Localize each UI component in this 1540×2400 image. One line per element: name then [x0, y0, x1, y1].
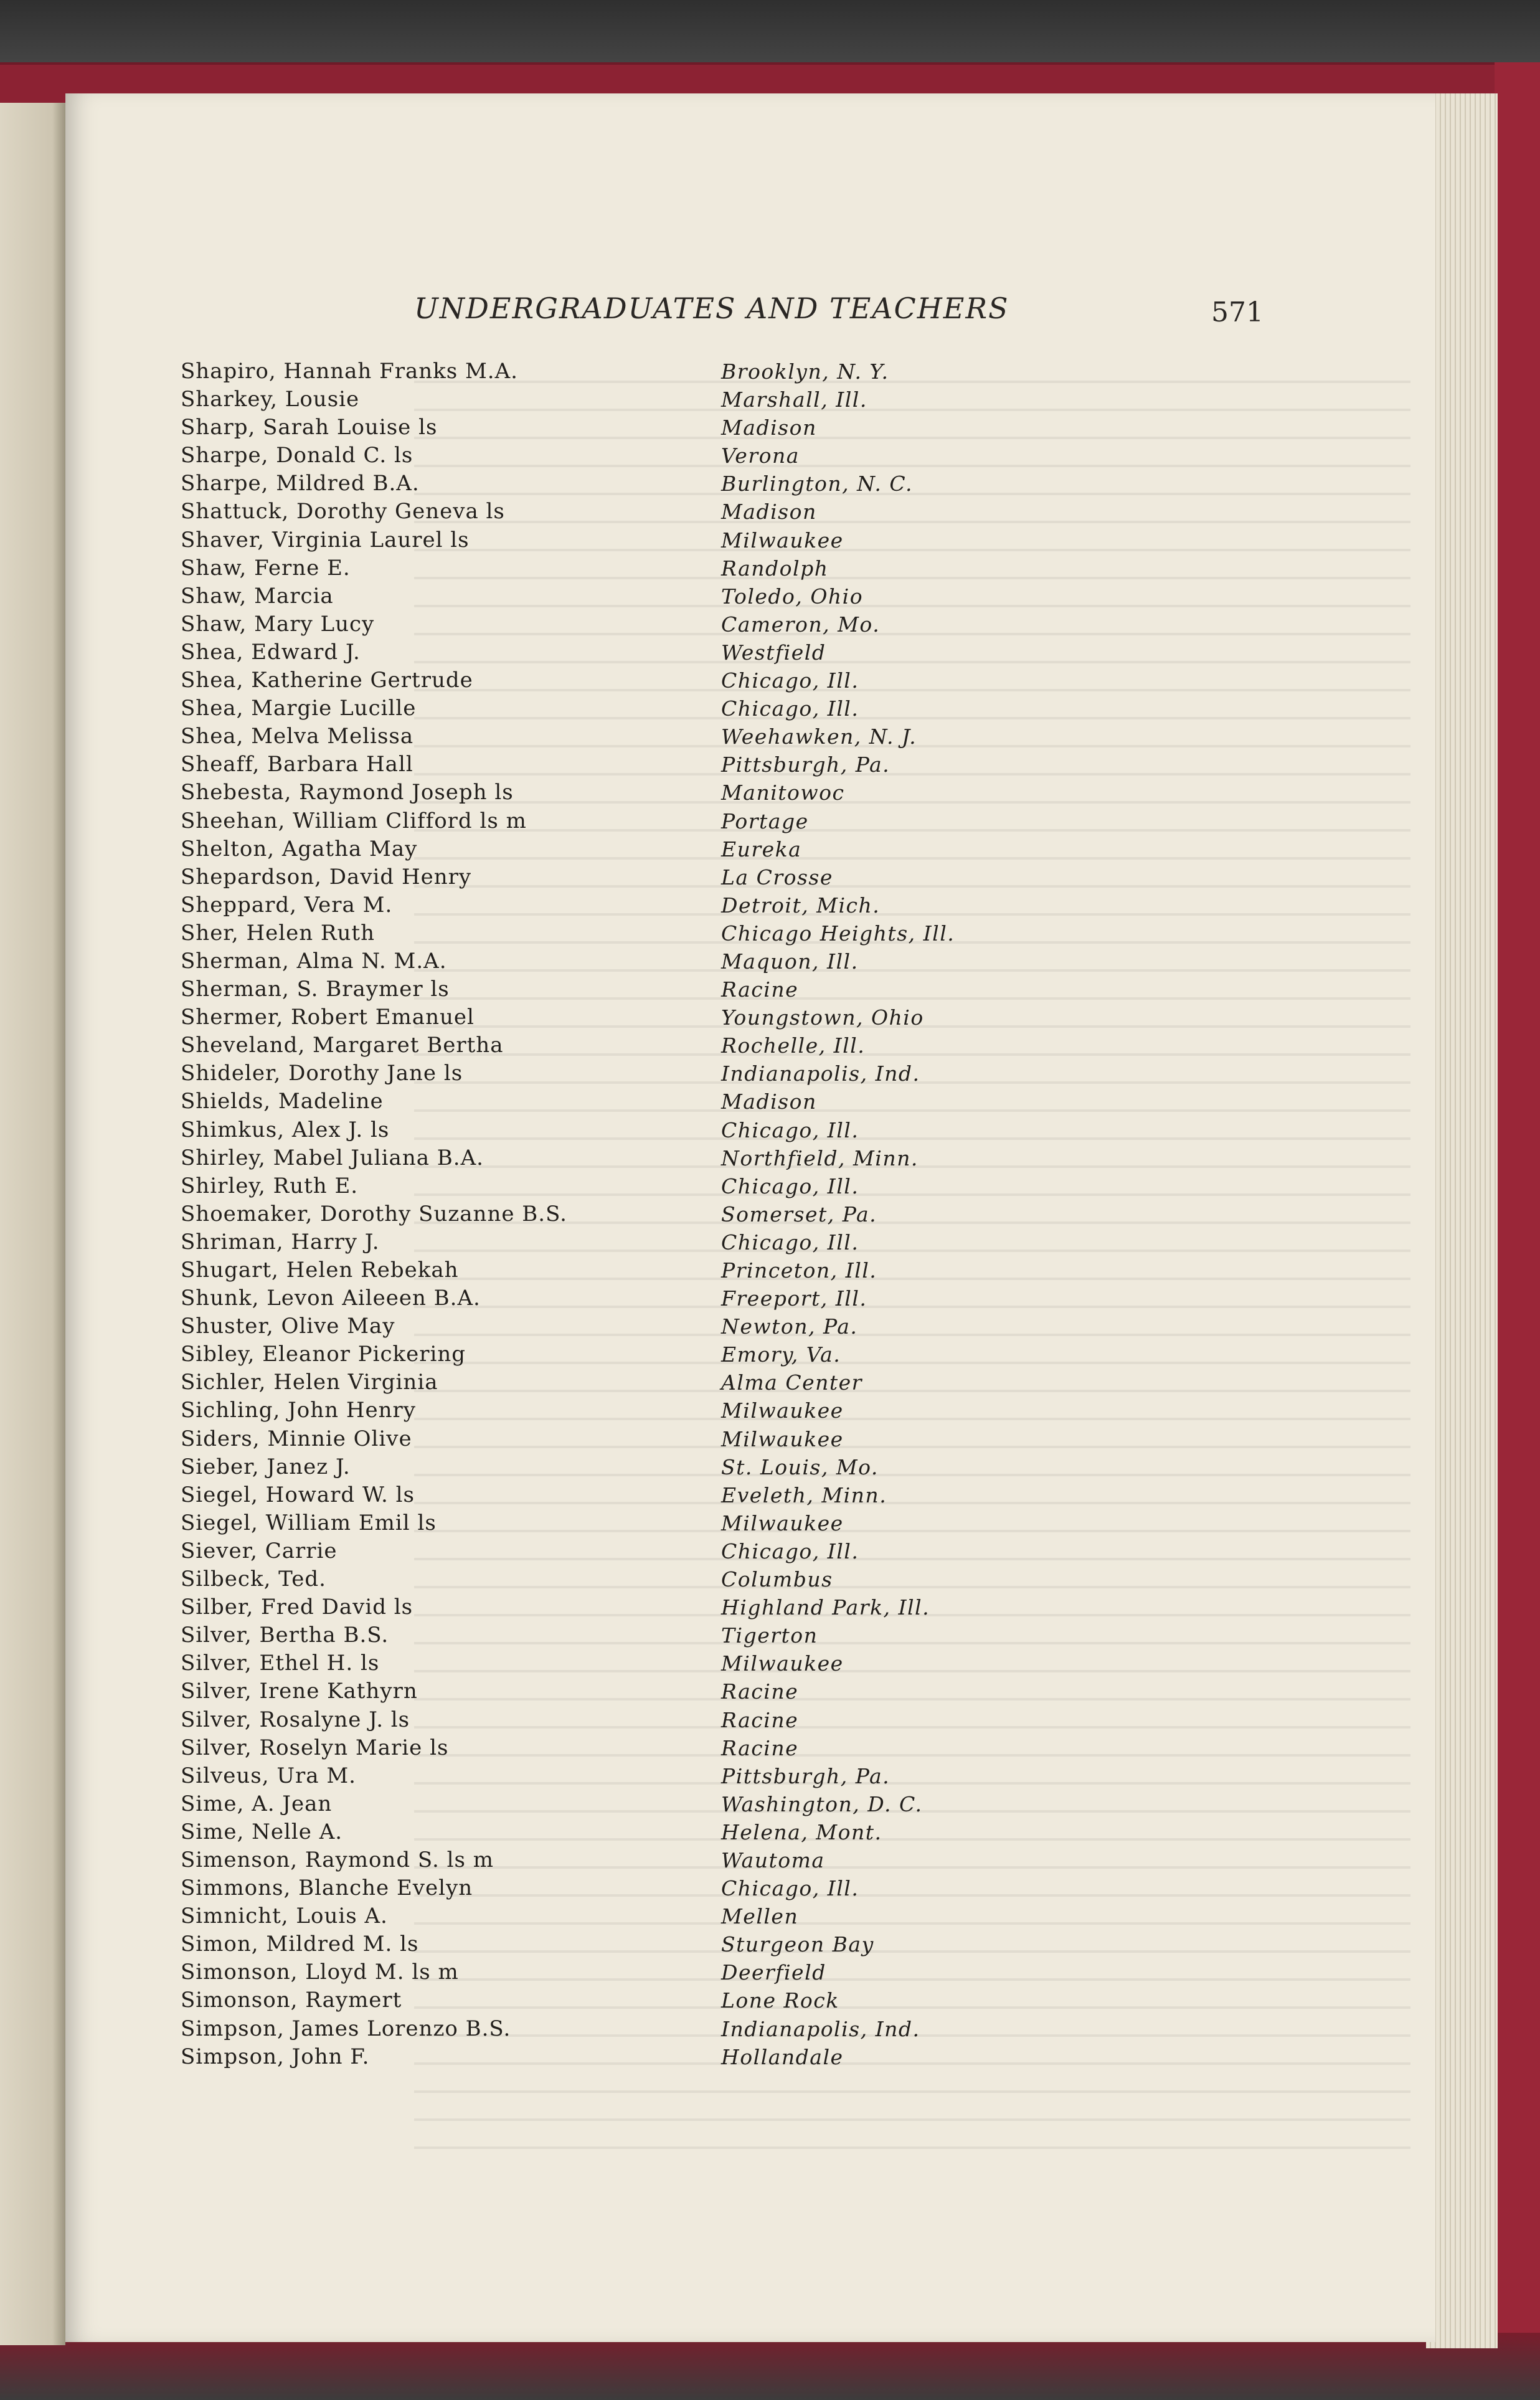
list-item — [181, 947, 1301, 975]
hometown: Tigerton — [721, 1623, 818, 1648]
hometown: Chicago Heights, Ill. — [721, 921, 955, 946]
hometown: Milwaukee — [721, 1398, 844, 1423]
person-name: Sime, A. Jean — [181, 1791, 333, 1816]
hometown: Washington, D. C. — [721, 1791, 923, 1816]
list-item — [181, 695, 1301, 723]
person-name: Shepardson, David Henry — [181, 864, 472, 889]
list-item — [181, 638, 1301, 666]
person-name: Simpson, John F. — [181, 2044, 370, 2069]
hometown: Chicago, Ill. — [721, 1174, 859, 1198]
person-name: Shields, Madeline — [181, 1089, 384, 1114]
list-item — [181, 1677, 1301, 1705]
person-name: Sieber, Janez J. — [181, 1454, 351, 1479]
person-name: Shattuck, Dorothy Geneva ls — [181, 499, 505, 524]
person-name: Shea, Margie Lucille — [181, 696, 417, 721]
list-item — [181, 414, 1301, 442]
list-item — [181, 723, 1301, 751]
hometown: Deerfield — [721, 1960, 826, 1985]
person-name: Shea, Katherine Gertrude — [181, 668, 473, 693]
person-name: Shea, Melva Melissa — [181, 724, 414, 749]
list-item — [181, 498, 1301, 526]
list-item — [181, 1368, 1301, 1397]
person-name: Sharkey, Lousie — [181, 387, 360, 412]
list-item — [181, 470, 1301, 498]
list-item — [181, 1340, 1301, 1368]
hometown: Chicago, Ill. — [721, 696, 859, 721]
hometown: Eveleth, Minn. — [721, 1482, 887, 1507]
hometown: Weehawken, N. J. — [721, 724, 917, 749]
list-item — [181, 1200, 1301, 1228]
person-name: Sherman, S. Braymer ls — [181, 977, 450, 1002]
hometown: Alma Center — [721, 1370, 862, 1395]
hometown: Randolph — [721, 556, 829, 581]
list-item — [181, 1902, 1301, 1930]
hometown: Milwaukee — [721, 1511, 844, 1535]
person-name: Silver, Roselyn Marie ls — [181, 1735, 449, 1760]
page-number: 571 — [1211, 296, 1264, 328]
list-item — [181, 835, 1301, 863]
list-item — [181, 1509, 1301, 1537]
book-cover-bottom-edge — [0, 2333, 1540, 2400]
hometown: Highland Park, Ill. — [721, 1595, 930, 1620]
person-name: Simon, Mildred M. ls — [181, 1932, 419, 1957]
directory-list — [181, 358, 1301, 2071]
person-name: Siegel, William Emil ls — [181, 1510, 437, 1535]
person-name: Shaver, Virginia Laurel ls — [181, 527, 470, 553]
person-name: Silber, Fred David ls — [181, 1595, 413, 1620]
hometown: Columbus — [721, 1567, 833, 1592]
hometown: Somerset, Pa. — [721, 1202, 877, 1226]
hometown: Wautoma — [721, 1847, 825, 1872]
person-name: Shaw, Mary Lucy — [181, 611, 375, 637]
list-item — [181, 1874, 1301, 1902]
list-item — [181, 1565, 1301, 1593]
person-name: Shermer, Robert Emanuel — [181, 1005, 475, 1030]
scan-backdrop — [0, 0, 1540, 72]
hometown: Chicago, Ill. — [721, 1230, 859, 1255]
hometown: Chicago, Ill. — [721, 1876, 859, 1901]
hometown: Pittsburgh, Pa. — [721, 752, 890, 777]
book-cover-right-edge — [1495, 62, 1540, 2367]
list-item — [181, 807, 1301, 835]
hometown: Milwaukee — [721, 1426, 844, 1451]
list-item — [181, 1003, 1301, 1032]
hometown: Cameron, Mo. — [721, 612, 881, 637]
list-item — [181, 442, 1301, 470]
list-item — [181, 610, 1301, 638]
hometown: Chicago, Ill. — [721, 1117, 859, 1142]
list-item — [181, 1116, 1301, 1144]
hometown: Racine — [721, 1707, 799, 1732]
hometown: Detroit, Mich. — [721, 893, 881, 918]
hometown: Rochelle, Ill. — [721, 1033, 866, 1058]
list-item — [181, 975, 1301, 1003]
hometown: Madison — [721, 415, 817, 440]
person-name: Simnicht, Louis A. — [181, 1904, 388, 1929]
hometown: Burlington, N. C. — [721, 472, 913, 496]
person-name: Shugart, Helen Rebekah — [181, 1258, 459, 1283]
hometown: Northfield, Minn. — [721, 1145, 919, 1170]
hometown: La Crosse — [721, 865, 833, 889]
list-item — [181, 666, 1301, 695]
hometown: Westfield — [721, 640, 826, 665]
hometown: Helena, Mont. — [721, 1819, 882, 1844]
person-name: Shebesta, Raymond Joseph ls — [181, 780, 514, 805]
person-name: Shunk, Levon Aileeen B.A. — [181, 1286, 481, 1311]
hometown: Mellen — [721, 1904, 799, 1929]
person-name: Sheaff, Barbara Hall — [181, 752, 413, 777]
hometown: Maquon, Ill. — [721, 949, 859, 974]
hometown: Milwaukee — [721, 528, 844, 553]
person-name: Siegel, Howard W. ls — [181, 1482, 415, 1507]
list-item — [181, 1060, 1301, 1088]
list-item — [181, 1481, 1301, 1509]
list-item — [181, 779, 1301, 807]
person-name: Shea, Edward J. — [181, 639, 361, 665]
person-name: Sichler, Helen Virginia — [181, 1370, 438, 1395]
person-name: Sharpe, Donald C. ls — [181, 443, 413, 468]
person-name: Silver, Irene Kathyrn — [181, 1679, 418, 1704]
hometown: Indianapolis, Ind. — [721, 2016, 920, 2041]
list-item — [181, 1846, 1301, 1874]
list-item — [181, 1537, 1301, 1565]
list-item — [181, 1228, 1301, 1256]
person-name: Simonson, Lloyd M. ls m — [181, 1960, 459, 1985]
person-name: Shaw, Marcia — [181, 583, 334, 609]
hometown: Madison — [721, 1089, 817, 1114]
list-item — [181, 863, 1301, 891]
person-name: Sime, Nelle A. — [181, 1819, 343, 1844]
list-item — [181, 554, 1301, 582]
list-item — [181, 1649, 1301, 1677]
list-item — [181, 1930, 1301, 1958]
hometown: Freeport, Ill. — [721, 1286, 867, 1311]
list-item — [181, 1958, 1301, 1986]
hometown: Racine — [721, 1679, 799, 1704]
person-name: Silbeck, Ted. — [181, 1567, 326, 1592]
hometown: Verona — [721, 443, 800, 468]
person-name: Simonson, Raymert — [181, 1988, 402, 2013]
list-item — [181, 1284, 1301, 1312]
list-item — [181, 1453, 1301, 1481]
list-item — [181, 386, 1301, 414]
list-item — [181, 358, 1301, 386]
hometown: Hollandale — [721, 2044, 844, 2069]
hometown: Toledo, Ohio — [721, 584, 864, 609]
person-name: Shimkus, Alex J. ls — [181, 1117, 390, 1142]
hometown: Marshall, Ill. — [721, 387, 867, 412]
list-item — [181, 1986, 1301, 2014]
hometown: Manitowoc — [721, 780, 845, 805]
previous-page-edge — [0, 103, 65, 2345]
person-name: Silveus, Ura M. — [181, 1763, 356, 1788]
person-name: Simpson, James Lorenzo B.S. — [181, 2016, 511, 2041]
person-name: Shirley, Mabel Juliana B.A. — [181, 1145, 484, 1170]
person-name: Silver, Bertha B.S. — [181, 1623, 389, 1648]
person-name: Siders, Minnie Olive — [181, 1426, 412, 1451]
person-name: Shirley, Ruth E. — [181, 1173, 359, 1198]
hometown: Emory, Va. — [721, 1342, 841, 1367]
page-block-edges — [1426, 93, 1498, 2348]
hometown: Youngstown, Ohio — [721, 1005, 924, 1030]
list-item — [181, 582, 1301, 610]
list-item — [181, 1172, 1301, 1200]
hometown: Milwaukee — [721, 1651, 844, 1676]
person-name: Simmons, Blanche Evelyn — [181, 1876, 473, 1901]
person-name: Sichling, John Henry — [181, 1398, 416, 1423]
hometown: Sturgeon Bay — [721, 1932, 874, 1957]
person-name: Shelton, Agatha May — [181, 836, 418, 861]
hometown: Indianapolis, Ind. — [721, 1061, 920, 1086]
person-name: Siever, Carrie — [181, 1538, 338, 1563]
list-item — [181, 1256, 1301, 1284]
list-item — [181, 1312, 1301, 1340]
person-name: Shaw, Ferne E. — [181, 555, 351, 581]
hometown: Brooklyn, N. Y. — [721, 359, 889, 384]
list-item — [181, 2015, 1301, 2043]
list-item — [181, 919, 1301, 947]
hometown: Pittsburgh, Pa. — [721, 1763, 890, 1788]
list-item — [181, 1790, 1301, 1818]
person-name: Sharpe, Mildred B.A. — [181, 471, 420, 496]
running-head: UNDERGRADUATES AND TEACHERS — [414, 292, 1009, 325]
list-item — [181, 751, 1301, 779]
person-name: Sibley, Eleanor Pickering — [181, 1342, 466, 1367]
hometown: St. Louis, Mo. — [721, 1454, 879, 1479]
list-item — [181, 1734, 1301, 1762]
person-name: Shoemaker, Dorothy Suzanne B.S. — [181, 1201, 567, 1226]
list-item — [181, 1032, 1301, 1060]
hometown: Chicago, Ill. — [721, 668, 859, 693]
hometown: Racine — [721, 977, 799, 1002]
person-name: Sherman, Alma N. M.A. — [181, 948, 447, 974]
hometown: Eureka — [721, 837, 802, 861]
list-item — [181, 1144, 1301, 1172]
hometown: Madison — [721, 500, 817, 524]
list-item — [181, 526, 1301, 554]
person-name: Silver, Rosalyne J. ls — [181, 1707, 410, 1732]
list-item — [181, 1397, 1301, 1425]
list-item — [181, 1818, 1301, 1846]
person-name: Shideler, Dorothy Jane ls — [181, 1061, 463, 1086]
person-name: Simenson, Raymond S. ls m — [181, 1847, 494, 1872]
list-item — [181, 1706, 1301, 1734]
list-item — [181, 1593, 1301, 1621]
person-name: Shriman, Harry J. — [181, 1229, 380, 1255]
hometown: Chicago, Ill. — [721, 1539, 859, 1563]
person-name: Shuster, Olive May — [181, 1314, 395, 1339]
list-item — [181, 2043, 1301, 2071]
list-item — [181, 1621, 1301, 1649]
person-name: Sheehan, William Clifford ls m — [181, 808, 527, 833]
person-name: Shapiro, Hannah Franks M.A. — [181, 359, 518, 384]
person-name: Sheppard, Vera M. — [181, 892, 393, 918]
hometown: Princeton, Ill. — [721, 1258, 877, 1283]
hometown: Racine — [721, 1735, 799, 1760]
person-name: Silver, Ethel H. ls — [181, 1651, 380, 1676]
hometown: Lone Rock — [721, 1988, 839, 2013]
person-name: Sharp, Sarah Louise ls — [181, 415, 438, 440]
person-name: Sher, Helen Ruth — [181, 920, 375, 946]
person-name: Sheveland, Margaret Bertha — [181, 1033, 504, 1058]
list-item — [181, 891, 1301, 919]
list-item — [181, 1088, 1301, 1116]
hometown: Portage — [721, 809, 809, 833]
hometown: Newton, Pa. — [721, 1314, 858, 1339]
list-item — [181, 1425, 1301, 1453]
list-item — [181, 1762, 1301, 1790]
